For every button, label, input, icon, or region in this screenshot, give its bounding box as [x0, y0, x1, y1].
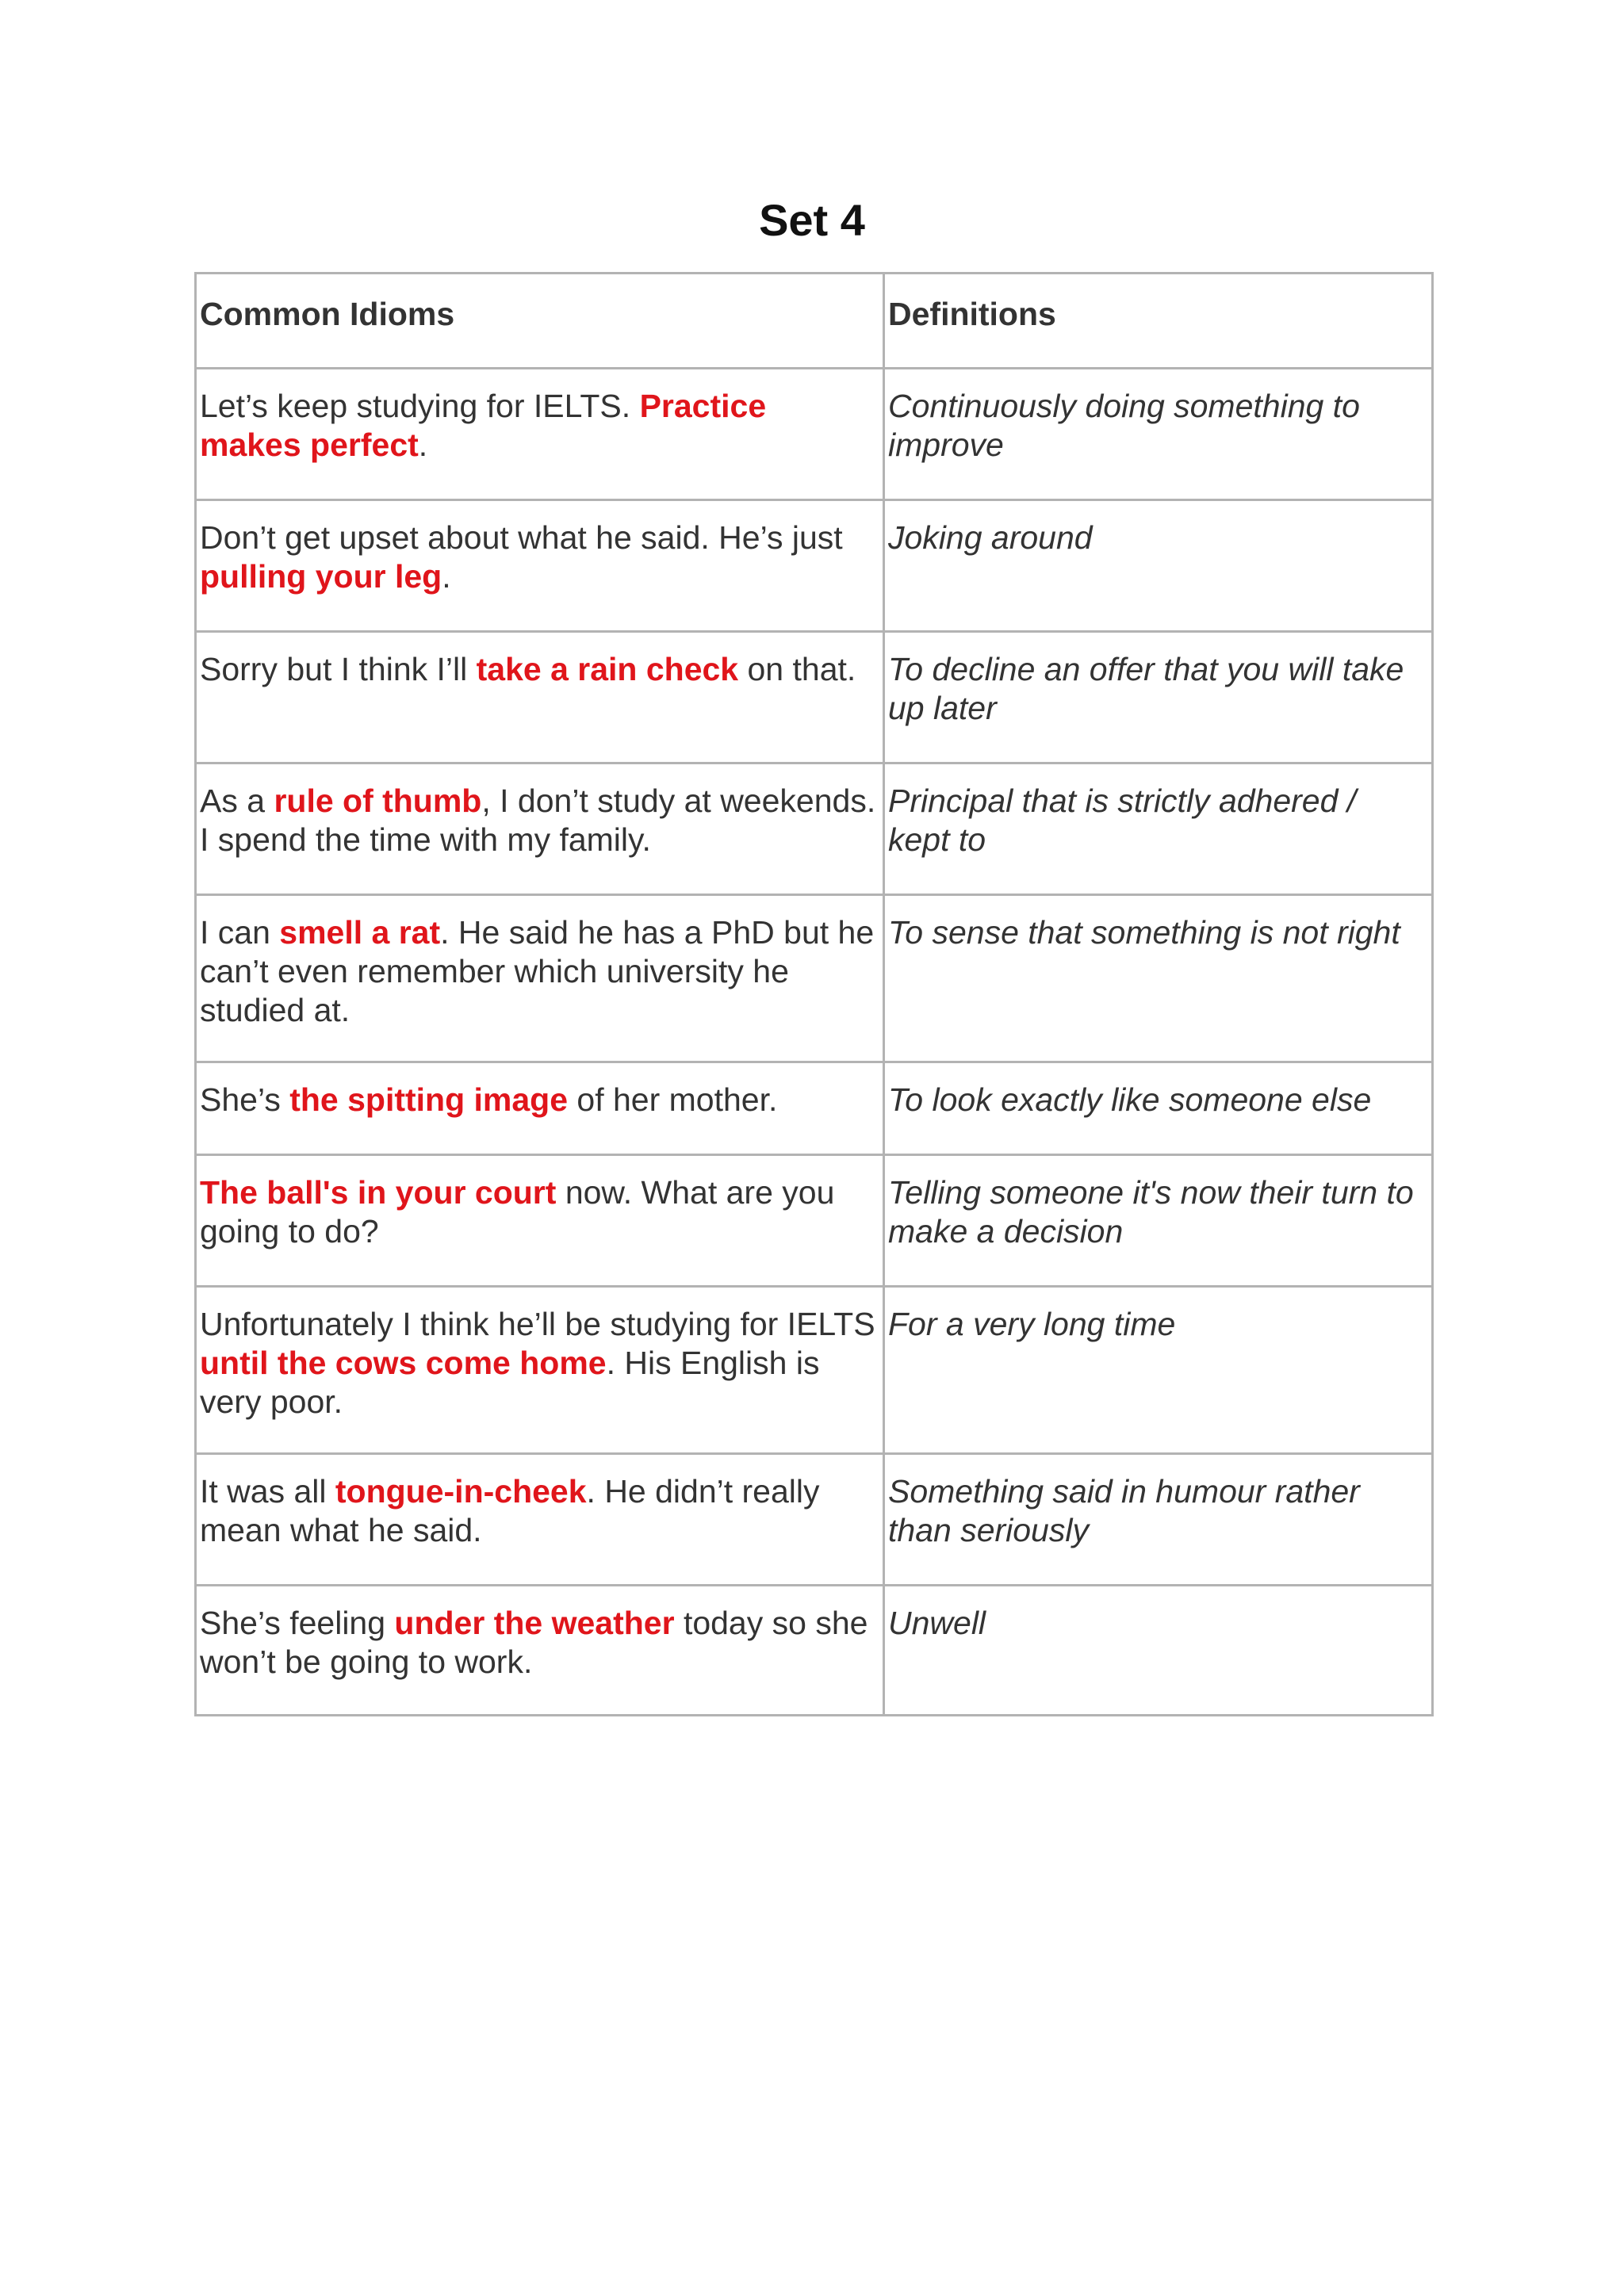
sentence-text: She’s feeling: [200, 1605, 395, 1641]
idiom-sentence-cell: [196, 763, 884, 895]
table-row: [196, 895, 1433, 1062]
idiom-highlight: under the weather: [394, 1605, 675, 1641]
sentence-text: . He didn’t really mean what he said.: [200, 1473, 820, 1548]
idiom-highlight: pulling your leg: [200, 558, 442, 595]
sentence-text: .: [418, 427, 428, 463]
definition-cell: Principal that is strictly adhered / kept to: [884, 763, 1433, 895]
definition-cell: To look exactly like someone else: [884, 1062, 1433, 1155]
idiom-sentence-cell: [196, 1586, 884, 1716]
table-row: [196, 1155, 1433, 1287]
table-row: [196, 1062, 1433, 1155]
idiom-sentence-cell: [196, 369, 884, 500]
sentence-text: now. What are you going to do?: [200, 1174, 835, 1249]
sentence-text: As a: [200, 783, 274, 819]
header-common-idioms: Common Idioms: [196, 274, 884, 369]
definition-cell: For a very long time: [884, 1287, 1433, 1454]
definition-cell: Continuously doing something to improve: [884, 369, 1433, 500]
table-row: [196, 1287, 1433, 1454]
sentence-text: of her mother.: [568, 1081, 778, 1118]
idiom-highlight: smell a rat: [279, 914, 441, 951]
definition-cell: Telling someone it's now their turn to make a decision: [884, 1155, 1433, 1287]
idiom-sentence-cell: [196, 1287, 884, 1454]
sentence-text: It was all: [200, 1473, 335, 1510]
definition-cell: Something said in humour rather than seriously: [884, 1454, 1433, 1586]
idiom-highlight: rule of thumb: [274, 783, 482, 819]
sentence-text: . He said he has a PhD but he can’t even remember which university he studied at.: [200, 914, 875, 1028]
idiom-sentence-cell: [196, 632, 884, 763]
idiom-highlight: the spitting image: [289, 1081, 569, 1118]
definition-cell: Unwell: [884, 1586, 1433, 1716]
sentence-text: .: [442, 558, 451, 595]
page-title: Set 4: [759, 195, 865, 245]
idiom-highlight: take a rain check: [476, 651, 739, 687]
sentence-text: I can: [200, 914, 280, 951]
table-header-row: [196, 274, 1433, 369]
idiom-highlight: Practice makes perfect: [200, 388, 767, 463]
header-definitions: Definitions: [884, 274, 1433, 369]
sentence-text: Unfortunately I think he’ll be studying for IELTS: [200, 1306, 875, 1342]
sentence-text: , I don’t study at weekends. I spend the time with my family.: [200, 783, 876, 858]
idiom-sentence-cell: [196, 895, 884, 1062]
idiom-sentence-cell: [196, 500, 884, 632]
sentence-text: today so she won’t be going to work.: [200, 1605, 868, 1680]
table-row: [196, 1454, 1433, 1586]
definition-cell: Joking around: [884, 500, 1433, 632]
table-row: [196, 1586, 1433, 1716]
idioms-table: [194, 272, 1434, 1716]
definition-cell: To sense that something is not right: [884, 895, 1433, 1062]
sentence-text: Sorry but I think I’ll: [200, 651, 477, 687]
idiom-sentence-cell: [196, 1454, 884, 1586]
idiom-highlight: until the cows come home: [200, 1345, 607, 1381]
sentence-text: She’s: [200, 1081, 290, 1118]
idiom-highlight: tongue-in-cheek: [335, 1473, 587, 1510]
table-row: [196, 369, 1433, 500]
table-row: [196, 500, 1433, 632]
table-row: [196, 632, 1433, 763]
sentence-text: Let’s keep studying for IELTS.: [200, 388, 640, 424]
idiom-sentence-cell: [196, 1062, 884, 1155]
idiom-sentence-cell: [196, 1155, 884, 1287]
definition-cell: To decline an offer that you will take up later: [884, 632, 1433, 763]
table-row: [196, 763, 1433, 895]
sentence-text: . His English is very poor.: [200, 1345, 820, 1420]
idiom-highlight: The ball's in your court: [200, 1174, 557, 1211]
sentence-text: on that.: [738, 651, 856, 687]
sentence-text: Don’t get upset about what he said. He’s just: [200, 519, 843, 556]
